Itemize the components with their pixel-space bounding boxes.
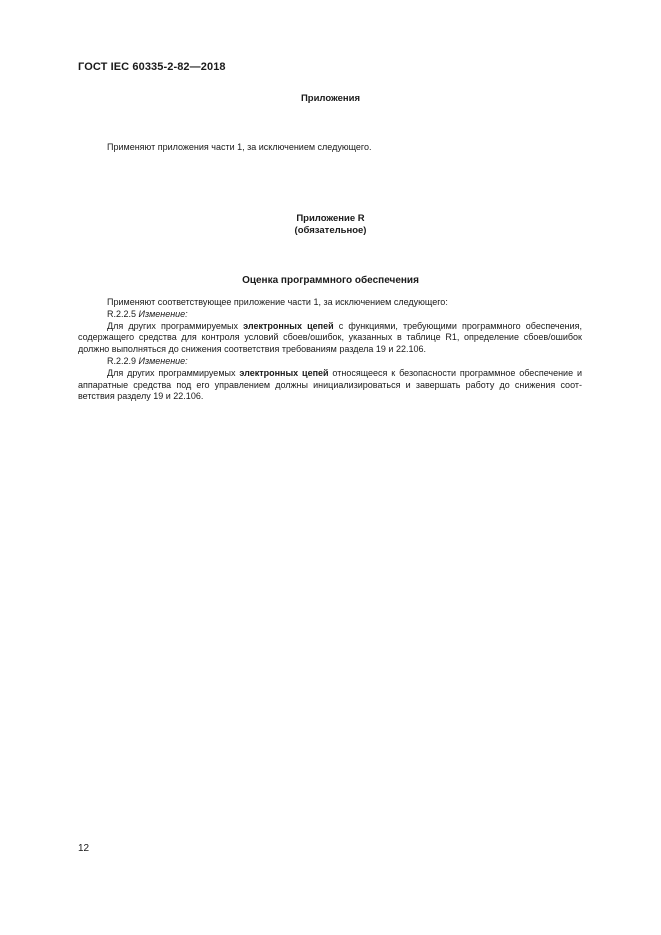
appendix-r-body xyxy=(78,297,582,403)
clause-r225-caption xyxy=(78,309,582,321)
term-electronic-circuits: электронных цепей xyxy=(239,367,329,378)
clause-number: R.2.2.9 xyxy=(107,355,137,366)
appendices-title: Приложения xyxy=(300,93,361,104)
clause-note: Изменение: xyxy=(138,355,188,366)
clause-note: Изменение: xyxy=(138,308,188,319)
term-electronic-circuits: электронных цепей xyxy=(243,320,334,331)
clause-number: R.2.2.5 xyxy=(107,308,137,319)
appendix-r-status: (обязательное) xyxy=(294,225,367,236)
document-header: ГОСТ IEC 60335-2-82—2018 xyxy=(78,61,226,73)
appendix-r-title: Приложение R xyxy=(296,213,365,224)
clause-r229-caption xyxy=(78,356,582,368)
appendix-r-intro: Применяют соответствующее приложение части 1, за исключением следующего: xyxy=(107,297,448,307)
appendices-intro: Применяют приложения части 1, за исключением следующего. xyxy=(107,142,372,152)
clause-r225-text: Для других программируемых электронных цепей с функциями, требующими программного обеспечения, содержащего средства для контроля условий сбоев/ошибок, указанных в таблице R1, определение сбоев/ошибок должно выполняться до снижения соответствия требованиям раздела 19 и 22.106. xyxy=(78,320,583,355)
appendix-r-heading: Оценка программного обеспечения xyxy=(242,275,419,286)
page-number: 12 xyxy=(78,843,90,854)
clause-r229-text: Для других программируемых электронных цепей относящееся к безопасности программное обеспечение и аппаратные средства под его управлением должны инициализироваться и завершать работу до снижения соответствия разделу 19 и 22.106. xyxy=(78,367,582,402)
